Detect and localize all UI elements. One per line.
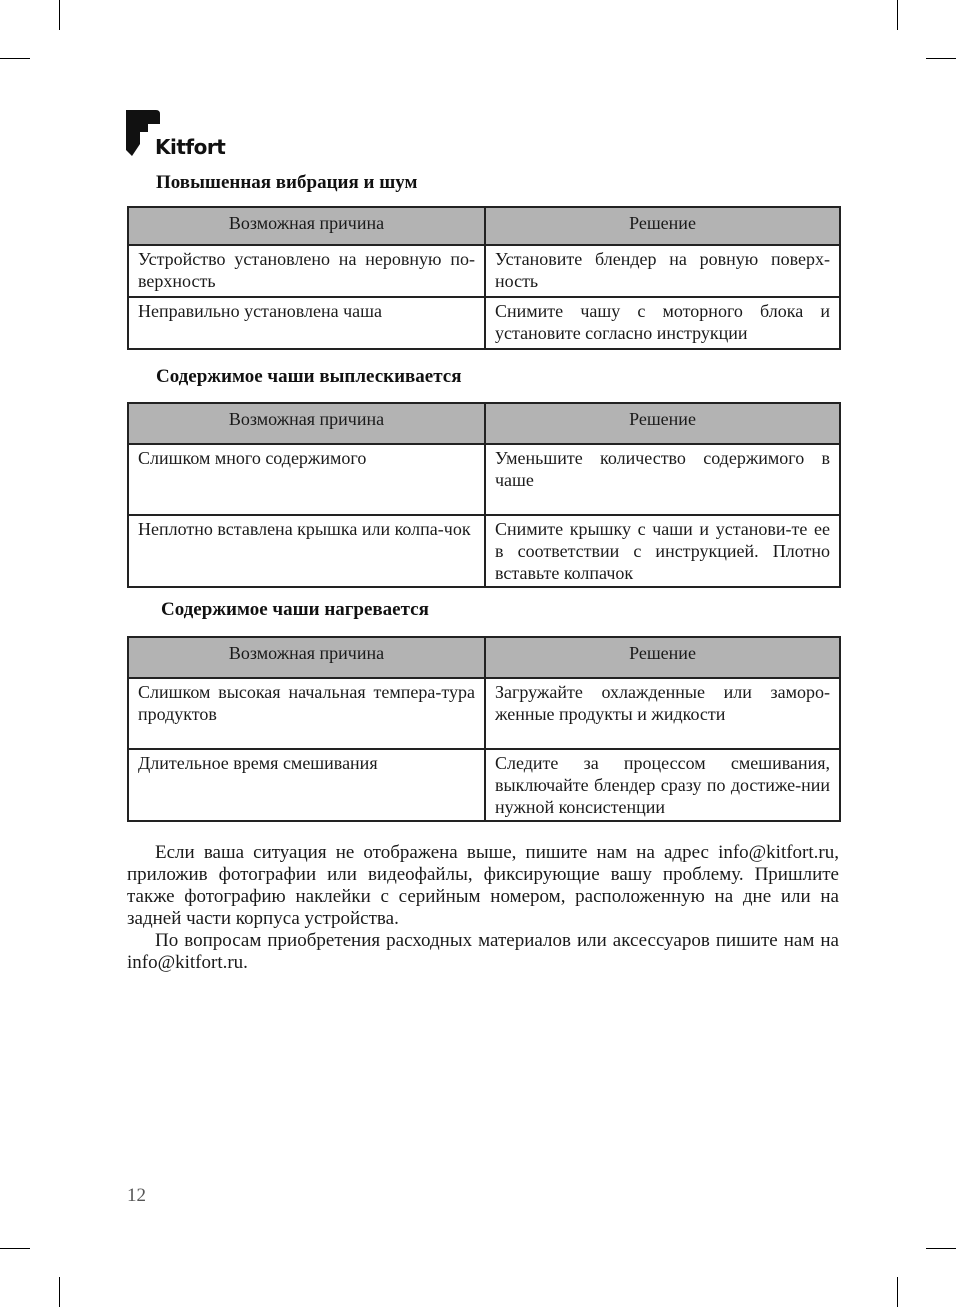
- cause-cell: Устройство установлено на неровную по-верхность: [128, 245, 485, 297]
- table-row: [128, 749, 840, 821]
- header-cause: Возможная причина: [128, 207, 485, 245]
- table-row: [128, 444, 840, 515]
- solution-cell: Следите за процессом смешивания, выключайте блендер сразу по достиже-нии нужной консистенции: [485, 749, 840, 821]
- solution-cell: Уменьшите количество содержимого в чаше: [485, 444, 840, 515]
- page-number: 12: [127, 1185, 146, 1206]
- table-row: [128, 515, 840, 587]
- cause-cell: Длительное время смешивания: [128, 749, 485, 821]
- table-splashing: [127, 402, 841, 588]
- solution-cell: Установите блендер на ровную поверх-ность: [485, 245, 840, 297]
- cause-cell: Неплотно вставлена крышка или колпа-чок: [128, 515, 485, 587]
- header-cause: Возможная причина: [128, 637, 485, 678]
- accessories-paragraph: По вопросам приобретения расходных материалов или аксессуаров пишите нам на info@kitfort.ru.: [127, 930, 839, 973]
- header-solution: Решение: [485, 637, 840, 678]
- contact-paragraph: Если ваша ситуация не отображена выше, пишите нам на адрес info@kitfort.ru, приложив фотографии или видеофайлы, фиксирующие вашу проблему. Пришлите также фотографию наклейки с серийным номером, расположенную на дне или на задней части корпуса устройства.: [127, 842, 839, 929]
- crop-mark: [926, 58, 956, 59]
- crop-mark: [926, 1248, 956, 1249]
- crop-mark: [0, 58, 30, 59]
- table-row: [128, 245, 840, 297]
- table-row: [128, 678, 840, 749]
- header-solution: Решение: [485, 403, 840, 444]
- section-title-splashing: Содержимое чаши выплескивается: [156, 366, 462, 387]
- section-title-heating: Содержимое чаши нагревается: [161, 599, 429, 620]
- crop-mark: [59, 1277, 60, 1307]
- table-heating: [127, 636, 841, 822]
- crop-mark: [897, 1277, 898, 1307]
- solution-cell: Загружайте охлажденные или заморо-женные продукты и жидкости: [485, 678, 840, 749]
- brand-name: Kitfort: [155, 135, 226, 159]
- crop-mark: [897, 0, 898, 30]
- contact-info: [127, 842, 839, 974]
- solution-cell: Снимите чашу с моторного блока и установите согласно инструкции: [485, 297, 840, 349]
- section-title-vibration: Повышенная вибрация и шум: [156, 172, 418, 193]
- table-vibration: [127, 206, 841, 350]
- brand-logo: [126, 110, 236, 160]
- crop-mark: [0, 1248, 30, 1249]
- cause-cell: Слишком много содержимого: [128, 444, 485, 515]
- header-solution: Решение: [485, 207, 840, 245]
- cause-cell: Слишком высокая начальная темпера-тура продуктов: [128, 678, 485, 749]
- crop-mark: [59, 0, 60, 30]
- header-cause: Возможная причина: [128, 403, 485, 444]
- cause-cell: Неправильно установлена чаша: [128, 297, 485, 349]
- solution-cell: Снимите крышку с чаши и установи-те ее в соответствии с инструкцией. Плотно вставьте колпачок: [485, 515, 840, 587]
- table-row: [128, 297, 840, 349]
